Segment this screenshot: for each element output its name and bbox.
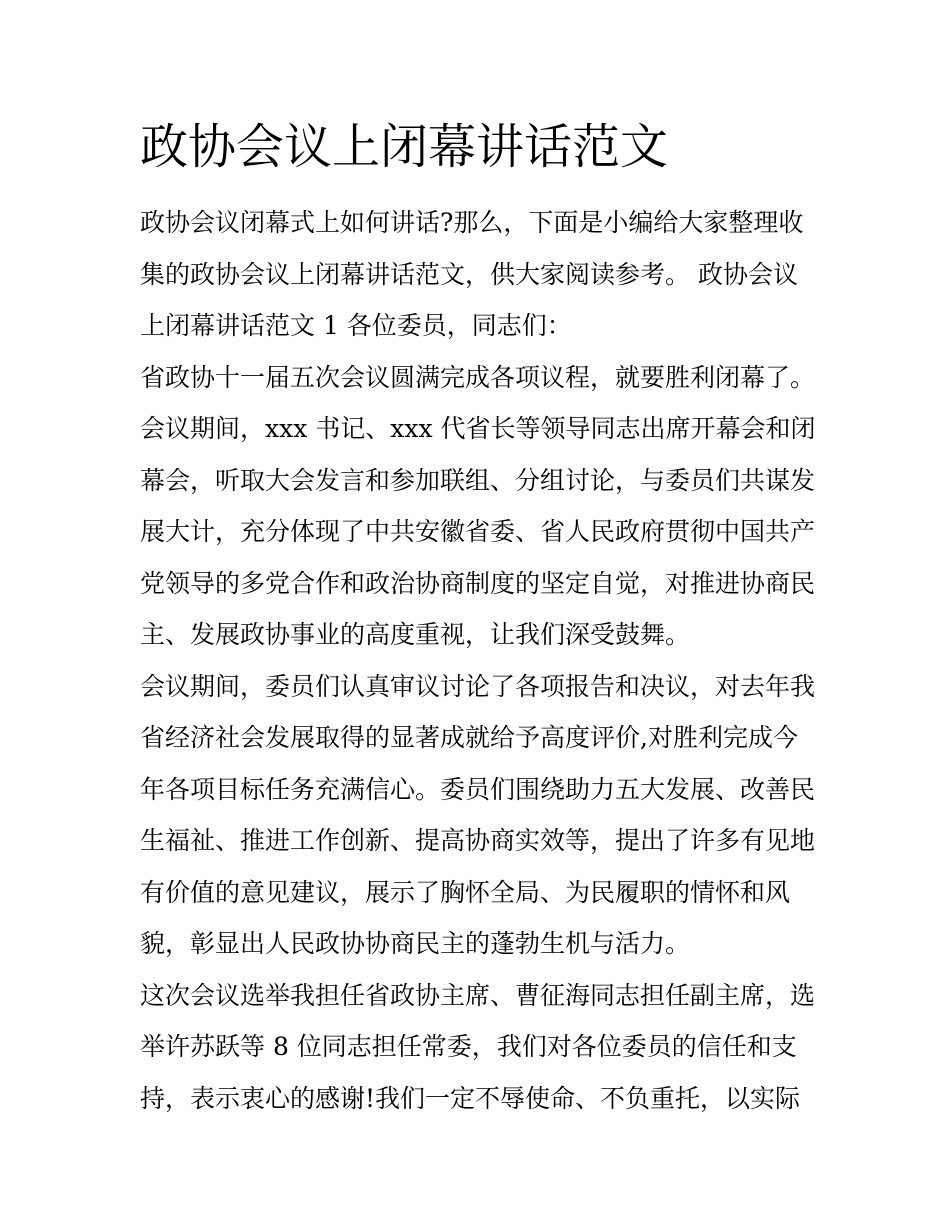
body-line: 党领导的多党合作和政治协商制度的坚定自觉，对推进协商民 <box>140 568 816 598</box>
body-line: 主、发展政协事业的高度重视，让我们深受鼓舞。 <box>140 620 691 649</box>
body-line: 省经济社会发展取得的显著成就给予高度评价,对胜利完成今 <box>140 723 798 752</box>
body-line: 上闭幕讲话范文 1 各位委员，同志们： <box>140 311 572 340</box>
body-line: 幕会，听取大会发言和参加联组、分组讨论，与委员们共谋发 <box>140 465 816 495</box>
body-line: 省政协十一届五次会议圆满完成各项议程，就要胜利闭幕了。 <box>140 362 816 392</box>
body-line: 貌，彰显出人民政协协商民主的蓬勃生机与活力。 <box>140 929 691 958</box>
document-body <box>140 197 820 1124</box>
body-line: 这次会议选举我担任省政协主席、曹征海同志担任副主席，选 <box>140 980 816 1010</box>
body-line: 年各项目标任务充满信心。委员们围绕助力五大发展、改善民 <box>140 774 816 804</box>
body-line: 会议期间，委员们认真审议讨论了各项报告和决议，对去年我 <box>140 671 816 701</box>
body-line: 举许苏跃等 8 位同志担任常委，我们对各位委员的信任和支 <box>140 1032 797 1061</box>
body-line: 有价值的意见建议，展示了胸怀全局、为民履职的情怀和风 <box>140 877 791 907</box>
body-line: 集的政协会议上闭幕讲话范文，供大家阅读参考。 政协会议 <box>140 259 798 289</box>
body-line: 政协会议闭幕式上如何讲话?那么，下面是小编给大家整理收 <box>140 208 804 237</box>
document-title: 政协会议上闭幕讲话范文 <box>140 119 669 175</box>
body-line: 展大计，充分体现了中共安徽省委、省人民政府贯彻中国共产 <box>140 517 816 546</box>
body-line: 持，表示衷心的感谢!我们一定不辱使命、不负重托，以实际 <box>140 1083 801 1113</box>
body-line: 生福祉、推进工作创新、提高协商实效等，提出了许多有见地 <box>140 826 816 855</box>
body-line: 会议期间，xxx 书记、xxx 代省长等领导同志出席开幕会和闭 <box>140 414 816 443</box>
